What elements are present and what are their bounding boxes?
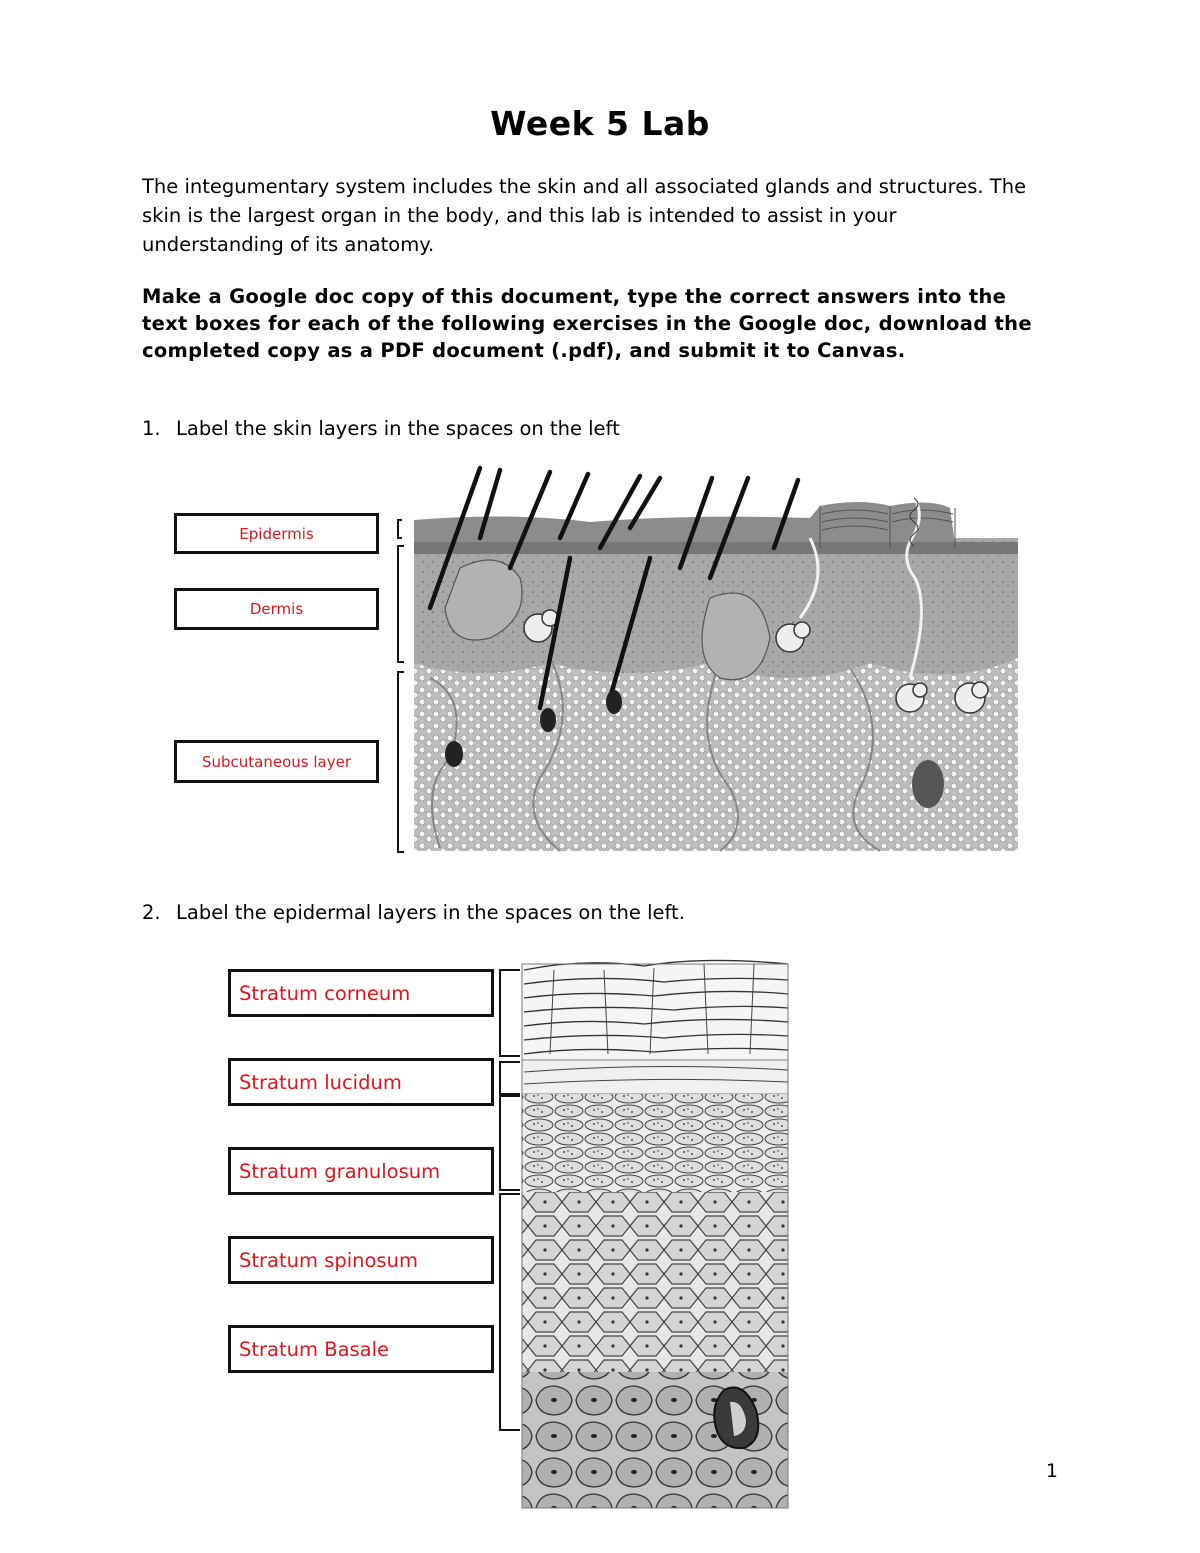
page-title: Week 5 Lab [490,104,710,143]
exercise-2-text: Label the epidermal layers in the spaces on the left. [176,901,685,924]
intro-paragraph: The integumentary system includes the skin and all associated glands and structures. The skin is the largest organ in the body, and this lab is intended to assist in your understanding of its anatomy. [142,175,1027,256]
answer-box-stratum-basale[interactable] [228,1325,494,1373]
answer-box-stratum-granulosum[interactable] [228,1147,494,1195]
answer-box-subcutaneous[interactable] [174,740,379,783]
epidermis-layers-figure [494,950,804,1510]
answer-text: Stratum spinosum [239,1248,418,1272]
exercise-1-prompt [142,414,1042,443]
answer-box-stratum-corneum[interactable] [228,969,494,1017]
answer-text: Subcutaneous layer [201,752,351,771]
answer-text: Dermis [249,600,304,618]
instructions-paragraph: Make a Google doc copy of this document, type the correct answers into the text boxes for each of the following exercises in the Google doc, download the completed copy as a PDF document (.pdf), and submit it to Canvas. [142,285,1032,362]
page-number: 1 [1045,1460,1058,1482]
answer-text: Stratum lucidum [239,1070,402,1094]
layer-brackets [500,970,520,1430]
layer-brackets [398,520,404,852]
exercise-1-number: 1. [142,417,161,440]
exercise-2-number: 2. [142,901,161,924]
exercise-1-text: Label the skin layers in the spaces on the left [176,417,620,440]
answer-box-stratum-lucidum[interactable] [228,1058,494,1106]
answer-text: Stratum granulosum [239,1159,441,1183]
answer-text: Epidermis [239,524,314,543]
answer-box-stratum-spinosum[interactable] [228,1236,494,1284]
answer-box-epidermis[interactable] [174,513,379,554]
answer-text: Stratum Basale [239,1337,390,1361]
answer-text: Stratum corneum [239,981,411,1005]
answer-box-dermis[interactable] [174,588,379,630]
skin-cross-section-figure [390,458,1030,858]
exercise-2-prompt [142,898,1042,927]
